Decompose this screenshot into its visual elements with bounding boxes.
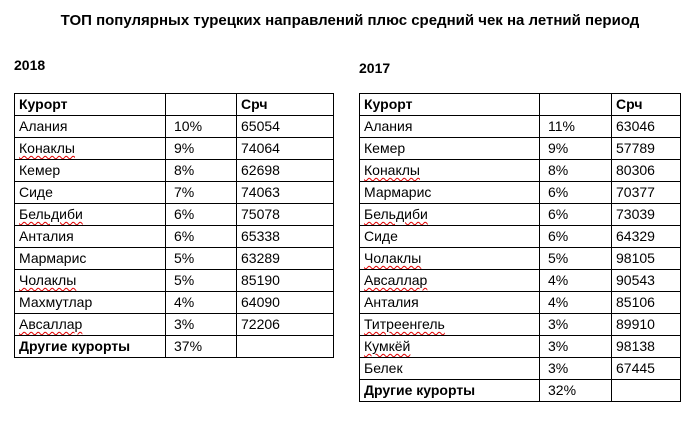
resort-name: Чолаклы xyxy=(364,250,422,266)
share-cell: 4% xyxy=(166,292,237,314)
table-row xyxy=(360,292,681,314)
share-cell: 9% xyxy=(166,138,237,160)
column-header-avg-check: Срч xyxy=(237,94,334,116)
table-row xyxy=(360,248,681,270)
avg-check-cell: 73039 xyxy=(612,204,681,226)
other-resorts-label: Другие курорты xyxy=(360,380,540,402)
resort-name: Титреенгель xyxy=(364,316,445,332)
resort-name-cell xyxy=(360,116,540,138)
avg-check-cell: 74064 xyxy=(237,138,334,160)
share-cell: 3% xyxy=(540,358,612,380)
avg-check-cell: 89910 xyxy=(612,314,681,336)
other-resorts-avg-check xyxy=(237,336,334,358)
avg-check-cell: 90543 xyxy=(612,270,681,292)
table-row xyxy=(15,160,334,182)
share-cell: 6% xyxy=(540,226,612,248)
resort-name-cell xyxy=(360,248,540,270)
avg-check-cell: 75078 xyxy=(237,204,334,226)
share-cell: 3% xyxy=(166,314,237,336)
resort-name: Белек xyxy=(364,360,403,376)
resorts-table-2018 xyxy=(14,93,334,358)
avg-check-cell: 98138 xyxy=(612,336,681,358)
avg-check-cell: 65338 xyxy=(237,226,334,248)
share-cell: 8% xyxy=(166,160,237,182)
table-row xyxy=(15,204,334,226)
share-cell: 5% xyxy=(166,248,237,270)
share-cell: 6% xyxy=(540,204,612,226)
resort-name-cell xyxy=(15,270,166,292)
resort-name-cell xyxy=(360,292,540,314)
resort-name-cell xyxy=(360,336,540,358)
avg-check-cell: 65054 xyxy=(237,116,334,138)
resort-name: Авсаллар xyxy=(364,272,428,288)
share-cell: 3% xyxy=(540,314,612,336)
table-row xyxy=(360,116,681,138)
resort-name-cell xyxy=(360,314,540,336)
avg-check-cell: 85190 xyxy=(237,270,334,292)
column-header-resort: Курорт xyxy=(360,94,540,116)
table-header-row xyxy=(15,94,334,116)
column-header-resort: Курорт xyxy=(15,94,166,116)
resort-name: Анталия xyxy=(364,294,419,310)
avg-check-cell: 64090 xyxy=(237,292,334,314)
table-row xyxy=(15,314,334,336)
table-row xyxy=(15,138,334,160)
table-row xyxy=(15,182,334,204)
table-row xyxy=(360,160,681,182)
avg-check-cell: 62698 xyxy=(237,160,334,182)
avg-check-cell: 80306 xyxy=(612,160,681,182)
resort-name-cell xyxy=(360,204,540,226)
resort-name-cell xyxy=(360,358,540,380)
year-label-2017: 2017 xyxy=(359,60,391,76)
share-cell: 3% xyxy=(540,336,612,358)
resort-name-cell xyxy=(15,248,166,270)
resort-name-cell xyxy=(15,116,166,138)
resort-name-cell xyxy=(15,138,166,160)
resort-name: Бельдиби xyxy=(19,206,83,222)
resort-name: Конаклы xyxy=(364,162,420,178)
resort-name: Авсаллар xyxy=(19,316,83,332)
share-cell: 4% xyxy=(540,270,612,292)
resort-name: Кемер xyxy=(19,162,61,178)
avg-check-cell: 98105 xyxy=(612,248,681,270)
resort-name-cell xyxy=(15,292,166,314)
resort-name-cell xyxy=(15,204,166,226)
table-row xyxy=(360,336,681,358)
table-row xyxy=(360,314,681,336)
page-title: ТОП популярных турецких направлений плюс средний чек на летний период xyxy=(60,12,640,29)
resort-name: Сиде xyxy=(19,184,53,200)
resort-name: Мармарис xyxy=(19,250,87,266)
resort-name-cell xyxy=(360,226,540,248)
other-resorts-share: 32% xyxy=(540,380,612,402)
table-row xyxy=(360,270,681,292)
resort-name: Бельдиби xyxy=(364,206,428,222)
share-cell: 7% xyxy=(166,182,237,204)
resort-name: Анталия xyxy=(19,228,74,244)
resort-name-cell xyxy=(360,270,540,292)
column-header-share xyxy=(166,94,237,116)
resort-name: Алания xyxy=(364,118,413,134)
resort-name: Чолаклы xyxy=(19,272,77,288)
resort-name: Мармарис xyxy=(364,184,432,200)
share-cell: 10% xyxy=(166,116,237,138)
resort-name-cell xyxy=(360,182,540,204)
resort-name-cell xyxy=(15,182,166,204)
table-total-row xyxy=(360,380,681,402)
year-label-2018: 2018 xyxy=(14,57,46,73)
share-cell: 6% xyxy=(166,204,237,226)
avg-check-cell: 85106 xyxy=(612,292,681,314)
table-row xyxy=(15,116,334,138)
resort-name-cell xyxy=(15,314,166,336)
table-row xyxy=(360,182,681,204)
column-header-avg-check: Срч xyxy=(612,94,681,116)
resort-name: Кумкёй xyxy=(364,338,411,354)
resort-name-cell xyxy=(360,138,540,160)
table-row xyxy=(360,204,681,226)
share-cell: 5% xyxy=(166,270,237,292)
table-row xyxy=(15,226,334,248)
table-row xyxy=(360,226,681,248)
share-cell: 5% xyxy=(540,248,612,270)
resort-name: Сиде xyxy=(364,228,398,244)
avg-check-cell: 57789 xyxy=(612,138,681,160)
avg-check-cell: 63046 xyxy=(612,116,681,138)
column-header-share xyxy=(540,94,612,116)
resort-name-cell xyxy=(360,160,540,182)
table-row xyxy=(15,292,334,314)
avg-check-cell: 67445 xyxy=(612,358,681,380)
other-resorts-label: Другие курорты xyxy=(15,336,166,358)
resort-name-cell xyxy=(15,226,166,248)
other-resorts-avg-check xyxy=(612,380,681,402)
share-cell: 8% xyxy=(540,160,612,182)
resort-name: Махмутлар xyxy=(19,294,93,310)
resort-name: Кемер xyxy=(364,140,406,156)
table-row xyxy=(15,270,334,292)
resort-name: Конаклы xyxy=(19,140,75,156)
avg-check-cell: 63289 xyxy=(237,248,334,270)
other-resorts-share: 37% xyxy=(166,336,237,358)
resort-name: Алания xyxy=(19,118,68,134)
table-row xyxy=(360,358,681,380)
avg-check-cell: 64329 xyxy=(612,226,681,248)
share-cell: 6% xyxy=(166,226,237,248)
share-cell: 11% xyxy=(540,116,612,138)
table-row xyxy=(360,138,681,160)
avg-check-cell: 70377 xyxy=(612,182,681,204)
avg-check-cell: 74063 xyxy=(237,182,334,204)
table-header-row xyxy=(360,94,681,116)
share-cell: 6% xyxy=(540,182,612,204)
resorts-table-2017 xyxy=(359,93,681,402)
avg-check-cell: 72206 xyxy=(237,314,334,336)
table-total-row xyxy=(15,336,334,358)
resort-name-cell xyxy=(15,160,166,182)
share-cell: 9% xyxy=(540,138,612,160)
table-row xyxy=(15,248,334,270)
share-cell: 4% xyxy=(540,292,612,314)
